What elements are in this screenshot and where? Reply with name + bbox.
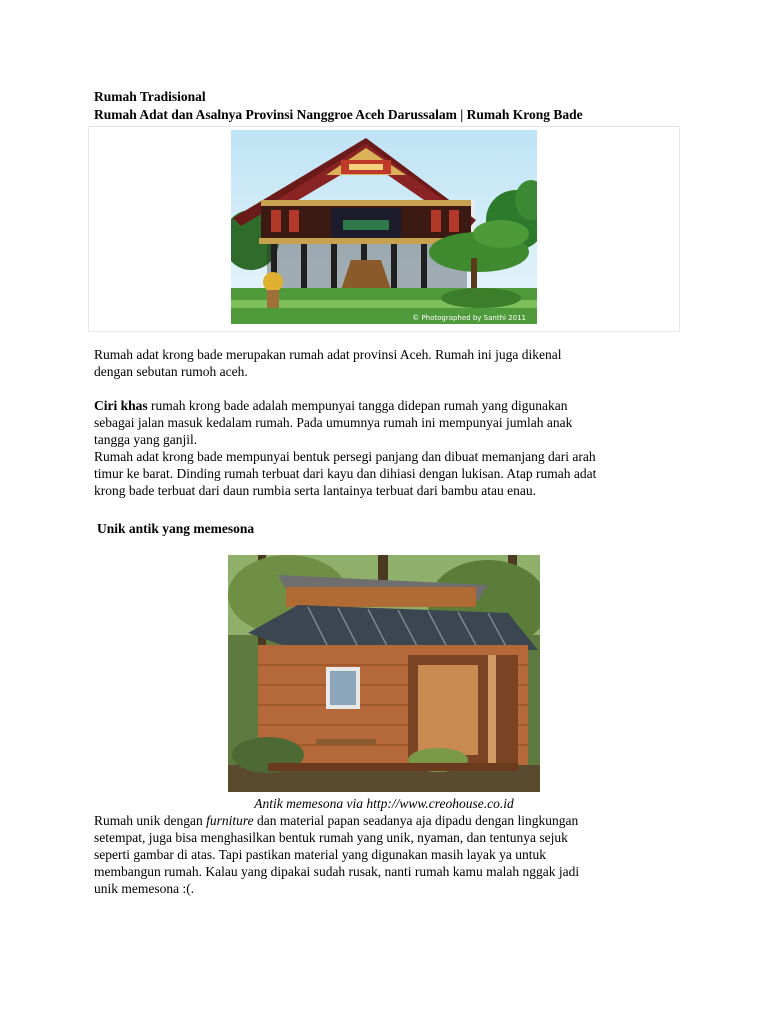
image-watermark: © Photographed by Santhi 2011 (412, 314, 526, 322)
paragraph-text: dan material papan seadanya aja dipadu dengan lingkungan (253, 813, 579, 828)
document-heading (94, 88, 583, 124)
paragraph-line (94, 812, 684, 829)
section-subheading: Unik antik yang memesona (97, 521, 255, 536)
paragraph-line: dengan sebutan rumoh aceh. (94, 364, 248, 379)
paragraph-line: setempat, juga bisa menghasilkan bentuk rumah yang unik, nyaman, dan tentunya sejuk (94, 830, 568, 845)
bold-term: Ciri khas (94, 398, 148, 413)
heading-line-2: Rumah Adat dan Asalnya Provinsi Nanggroe Aceh Darussalam | Rumah Krong Bade (94, 107, 583, 122)
wooden-cabin-image (228, 555, 540, 792)
paragraph-line (94, 397, 684, 414)
krong-bade-house-image (231, 130, 537, 324)
paragraph-intro (94, 346, 684, 380)
paragraph-characteristics (94, 397, 684, 499)
paragraph-line: sebagai jalan masuk kedalam rumah. Pada umumnya rumah ini mempunyai jumlah anak (94, 415, 573, 430)
italic-term: furniture (206, 813, 254, 828)
paragraph-line: seperti gambar di atas. Tapi pastikan material yang digunakan masih layak ya untuk (94, 847, 547, 862)
paragraph-text: Rumah unik dengan (94, 813, 207, 828)
image-caption: Antik memesona via http://www.creohouse.co.id (254, 796, 514, 811)
paragraph-line: Rumah adat krong bade merupakan rumah adat provinsi Aceh. Rumah ini juga dikenal (94, 347, 562, 362)
paragraph-line: unik memesona :(. (94, 881, 195, 896)
paragraph-text: rumah krong bade adalah mempunyai tangga didepan rumah yang digunakan (147, 398, 568, 413)
heading-line-1: Rumah Tradisional (94, 89, 206, 104)
paragraph-unique-house (94, 812, 684, 897)
paragraph-line: timur ke barat. Dinding rumah terbuat dari kayu dan dihiasi dengan lukisan. Atap rumah adat (94, 466, 597, 481)
paragraph-line: krong bade terbuat dari daun rumbia serta lantainya terbuat dari bambu atau enau. (94, 483, 536, 498)
paragraph-line: membangun rumah. Kalau yang dipakai sudah rusak, nanti rumah kamu malah nggak jadi (94, 864, 580, 879)
paragraph-line: tangga yang ganjil. (94, 432, 198, 447)
paragraph-line: Rumah adat krong bade mempunyai bentuk persegi panjang dan dibuat memanjang dari arah (94, 449, 596, 464)
